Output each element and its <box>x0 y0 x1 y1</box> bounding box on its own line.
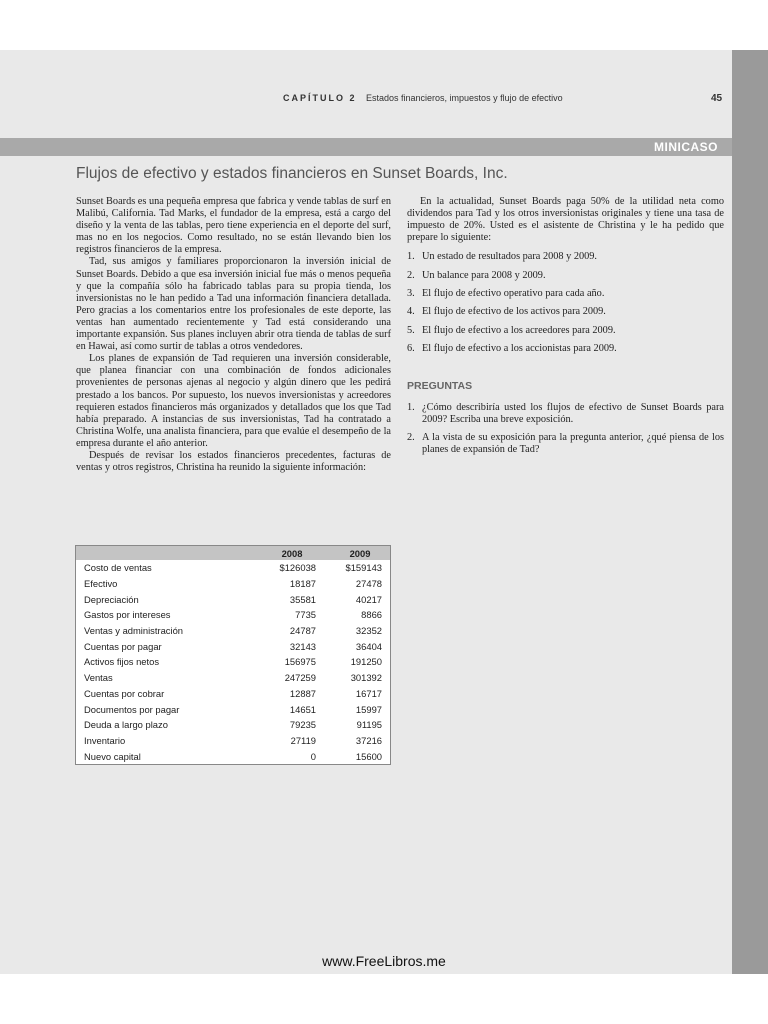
list-item <box>407 306 724 318</box>
paragraph: Sunset Boards es una pequeña empresa que fabrica y vende tablas de surf en Malibú, California. Tad Marks, el fundador de la empresa, está a cargo del diseño y la venta de las tablas, pero tiene experiencia en el deporte del surf, mas no en los negocios. Como resultado, no se están llevando bien los registros financieros de la empresa. <box>76 196 391 256</box>
list-item <box>407 270 724 282</box>
paragraph: Los planes de expansión de Tad requieren una inversión considerable, que planea financiar con una combinación de fondos adicionales provenientes de personas ajenas al negocio y algún dinero que les pedirá prestado a los bancos. Por supuesto, los nuevos inversionistas y acreedores requieren estados financieros más organizados y detallados que los que Tad había preparado. A instancias de sus inversionistas, Tad ha contratado a Christina Wolfe, una analista financiera, para que evalúe el desempeño de la empresa durante el año anterior. <box>76 353 391 449</box>
list-item <box>407 402 724 426</box>
table-cell: 40217 <box>355 593 382 605</box>
list-item <box>407 343 724 355</box>
table-row <box>76 701 391 717</box>
table-header-row <box>76 546 391 561</box>
item-number: 2. <box>407 269 415 281</box>
item-number: 1. <box>407 251 415 263</box>
table-cell: Ventas <box>84 672 113 684</box>
table-row <box>76 638 391 654</box>
list-item <box>407 325 724 337</box>
table-cell: Gastos por intereses <box>84 609 171 621</box>
item-number: 2. <box>407 432 415 444</box>
table-cell: 32143 <box>289 640 316 652</box>
table-cell: 12887 <box>289 687 316 699</box>
table-cell: 32352 <box>355 625 382 637</box>
table-cell: 15600 <box>355 750 382 762</box>
table-cell: Nuevo capital <box>84 750 141 762</box>
item-text: ¿Cómo describiría usted los flujos de efectivo de Sunset Boards para 2009? Escriba una breve exposición. <box>422 401 724 426</box>
table-cell: 35581 <box>289 593 316 605</box>
table-cell: 247259 <box>284 672 316 684</box>
minicaso-banner <box>0 138 732 156</box>
table-cell: 15997 <box>355 703 382 715</box>
column-header: 2008 <box>254 546 330 561</box>
table-cell: Efectivo <box>84 578 118 590</box>
table-cell: Cuentas por cobrar <box>84 687 165 699</box>
table-cell: Documentos por pagar <box>84 703 180 715</box>
table-cell: 27119 <box>290 734 316 746</box>
paragraph: En la actualidad, Sunset Boards paga 50% de la utilidad neta como dividendos para Tad y los otros inversionistas originales y tiene una tasa de impuesto de 20%. Usted es el asistente de Christina y le ha pedido que prepare lo siguiente: <box>407 196 724 244</box>
footer-watermark-url: www.FreeLibros.me <box>322 953 446 969</box>
item-number: 3. <box>407 287 415 299</box>
table-cell: Costo de ventas <box>84 562 152 574</box>
table-cell: $159143 <box>345 562 382 574</box>
item-text: El flujo de efectivo operativo para cada año. <box>422 287 605 299</box>
item-text: El flujo de efectivo a los acreedores para 2009. <box>422 324 616 336</box>
table-cell: 24787 <box>289 625 316 637</box>
table-cell: Depreciación <box>84 593 139 605</box>
table-cell: 79235 <box>289 719 316 731</box>
list-item <box>407 432 724 456</box>
table-cell: 191250 <box>350 656 382 668</box>
item-number: 5. <box>407 324 415 336</box>
left-column <box>76 196 391 474</box>
table-row <box>76 717 391 733</box>
table-cell: 156975 <box>284 656 316 668</box>
item-number: 1. <box>407 401 415 413</box>
table-cell: 91195 <box>356 719 382 731</box>
chapter-title: Estados financieros, impuestos y flujo de efectivo <box>366 93 563 103</box>
table-cell: Inventario <box>84 734 126 746</box>
table-row <box>76 733 391 749</box>
item-text: El flujo de efectivo a los accionistas para 2009. <box>422 342 617 354</box>
questions-heading: PREGUNTAS <box>407 379 473 392</box>
table-cell: Cuentas por pagar <box>84 640 162 652</box>
table-cell: Ventas y administración <box>84 625 184 637</box>
questions-list <box>407 402 724 456</box>
page-edge-bar <box>732 50 768 974</box>
table-cell: 0 <box>310 750 316 762</box>
table-row <box>76 576 391 592</box>
financial-data-table <box>75 545 391 765</box>
table-cell: 16717 <box>355 687 382 699</box>
table-row <box>76 686 391 702</box>
table-row <box>76 591 391 607</box>
right-column <box>407 196 724 462</box>
item-text: Un balance para 2008 y 2009. <box>422 269 546 281</box>
list-item <box>407 251 724 263</box>
request-list <box>407 251 724 355</box>
table-cell: Activos fijos netos <box>84 656 160 668</box>
table-cell: 18187 <box>289 578 316 590</box>
column-header: 2009 <box>330 546 391 561</box>
column-header <box>76 546 255 561</box>
table-row <box>76 560 391 576</box>
table-cell: 7735 <box>295 609 316 621</box>
item-text: El flujo de efectivo de los activos para 2009. <box>422 306 606 318</box>
case-title: Flujos de efectivo y estados financieros en Sunset Boards, Inc. <box>76 165 508 182</box>
item-text: Un estado de resultados para 2008 y 2009. <box>422 251 598 263</box>
table-row <box>76 748 391 764</box>
item-text: A la vista de su exposición para la pregunta anterior, ¿qué piensa de los planes de expansión de Tad? <box>422 432 724 456</box>
table-row <box>76 654 391 670</box>
item-number: 6. <box>407 342 415 354</box>
table-cell: 37216 <box>355 734 382 746</box>
table-cell: 8866 <box>361 609 382 621</box>
table-cell: Deuda a largo plazo <box>84 719 168 731</box>
page-number: 45 <box>711 93 723 104</box>
list-item <box>407 288 724 300</box>
table-cell: 301392 <box>350 672 382 684</box>
table-cell: 14651 <box>289 703 316 715</box>
table-cell: 36404 <box>355 640 382 652</box>
book-page <box>0 50 768 974</box>
table-cell: $126038 <box>279 562 316 574</box>
item-number: 4. <box>407 306 415 318</box>
table-cell: 27478 <box>355 578 382 590</box>
banner-label: MINICASO <box>654 140 718 154</box>
table-row <box>76 607 391 623</box>
paragraph: Tad, sus amigos y familiares proporcionaron la inversión inicial de Sunset Boards. Debido a que esa inversión inicial fue más o menos pequeña y que la compañía sólo ha fabricado tablas para su propia tienda, los inversionistas no le han pedido a Tad una información financiera detallada. Pero gracias a los comentarios entre los profesionales de este deporte, las ventas han aumentado recientemente y Tad está considerando una importante expansión. Sus planes incluyen abrir otra tienda de tablas de surf en Hawai, así como surtir de tablas a otros vendedores. <box>76 256 391 353</box>
table-row <box>76 623 391 639</box>
chapter-label: CAPÍTULO 2 <box>283 93 357 103</box>
table-row <box>76 670 391 686</box>
paragraph: Después de revisar los estados financieros precedentes, facturas de ventas y otros registros, Christina ha reunido la siguiente información: <box>76 449 391 474</box>
